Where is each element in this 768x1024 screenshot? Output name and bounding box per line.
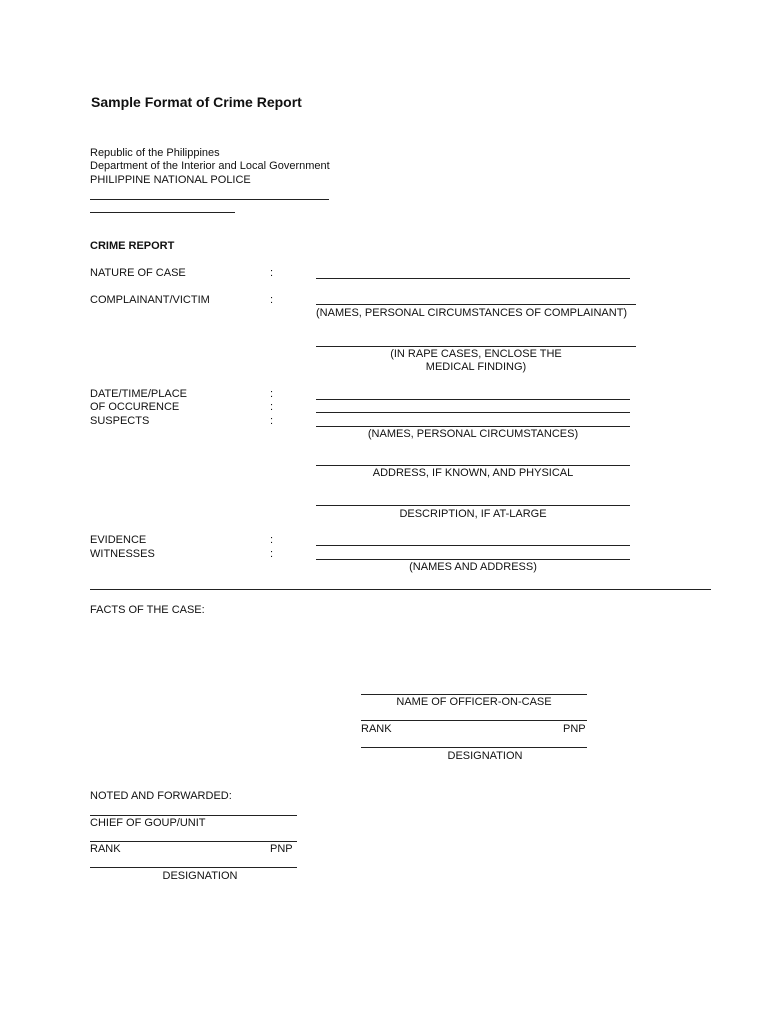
officer-name-label: NAME OF OFFICER-ON-CASE	[396, 696, 552, 708]
noted-pnp-label: PNP	[270, 843, 293, 855]
officer-rank-line	[361, 720, 587, 721]
noted-designation-line	[90, 867, 297, 868]
address-note: ADDRESS, IF KNOWN, AND PHYSICAL	[372, 467, 574, 479]
noted-rank-line	[90, 841, 297, 842]
facts-of-the-case-label: FACTS OF THE CASE:	[90, 604, 205, 616]
evidence-line	[316, 545, 630, 546]
colon: :	[270, 267, 274, 279]
description-note: DESCRIPTION, IF AT-LARGE	[399, 508, 547, 520]
colon: :	[270, 294, 274, 306]
suspects-line	[316, 426, 630, 427]
colon: :	[270, 401, 274, 413]
date-time-place-line	[316, 399, 630, 400]
section-divider	[90, 589, 711, 590]
colon: :	[270, 534, 274, 546]
officer-designation-label: DESIGNATION	[447, 750, 523, 762]
document-title: Sample Format of Crime Report	[91, 94, 302, 110]
rape-note-line-1: (IN RAPE CASES, ENCLOSE THE	[390, 348, 562, 360]
label-of-occurence: OF OCCURENCE	[90, 401, 180, 413]
nature-of-case-line	[316, 278, 630, 279]
chief-label: CHIEF OF GOUP/UNIT	[90, 817, 206, 829]
rape-note-line-2: MEDICAL FINDING)	[425, 361, 527, 373]
complainant-note: (NAMES, PERSONAL CIRCUMSTANCES OF COMPLAINANT)	[316, 307, 628, 319]
officer-rank-label: RANK	[361, 723, 392, 735]
header-blank-line-1	[90, 199, 329, 200]
label-complainant-victim: COMPLAINANT/VICTIM	[90, 294, 210, 306]
officer-name-line	[361, 694, 587, 695]
noted-rank-label: RANK	[90, 843, 121, 855]
rape-case-line	[316, 346, 636, 347]
header-line-pnp: PHILIPPINE NATIONAL POLICE	[90, 174, 251, 186]
officer-designation-line	[361, 747, 587, 748]
colon: :	[270, 548, 274, 560]
section-title: CRIME REPORT	[90, 240, 175, 252]
label-evidence: EVIDENCE	[90, 534, 147, 546]
label-nature-of-case: NATURE OF CASE	[90, 267, 186, 279]
header-line-department: Department of the Interior and Local Government	[90, 160, 330, 172]
colon: :	[270, 388, 274, 400]
address-line	[316, 465, 630, 466]
colon: :	[270, 415, 274, 427]
witnesses-line	[316, 559, 630, 560]
header-blank-line-2	[90, 212, 235, 213]
witnesses-note: (NAMES AND ADDRESS)	[409, 561, 537, 573]
label-date-time-place: DATE/TIME/PLACE	[90, 388, 187, 400]
noted-designation-label: DESIGNATION	[162, 870, 238, 882]
officer-pnp-label: PNP	[563, 723, 586, 735]
header-line-republic: Republic of the Philippines	[90, 147, 220, 159]
complainant-line	[316, 304, 636, 305]
occurence-line	[316, 412, 630, 413]
description-line	[316, 505, 630, 506]
noted-forwarded-label: NOTED AND FORWARDED:	[90, 790, 232, 802]
label-suspects: SUSPECTS	[90, 415, 150, 427]
label-witnesses: WITNESSES	[90, 548, 155, 560]
chief-line	[90, 815, 297, 816]
suspects-note: (NAMES, PERSONAL CIRCUMSTANCES)	[367, 428, 579, 440]
